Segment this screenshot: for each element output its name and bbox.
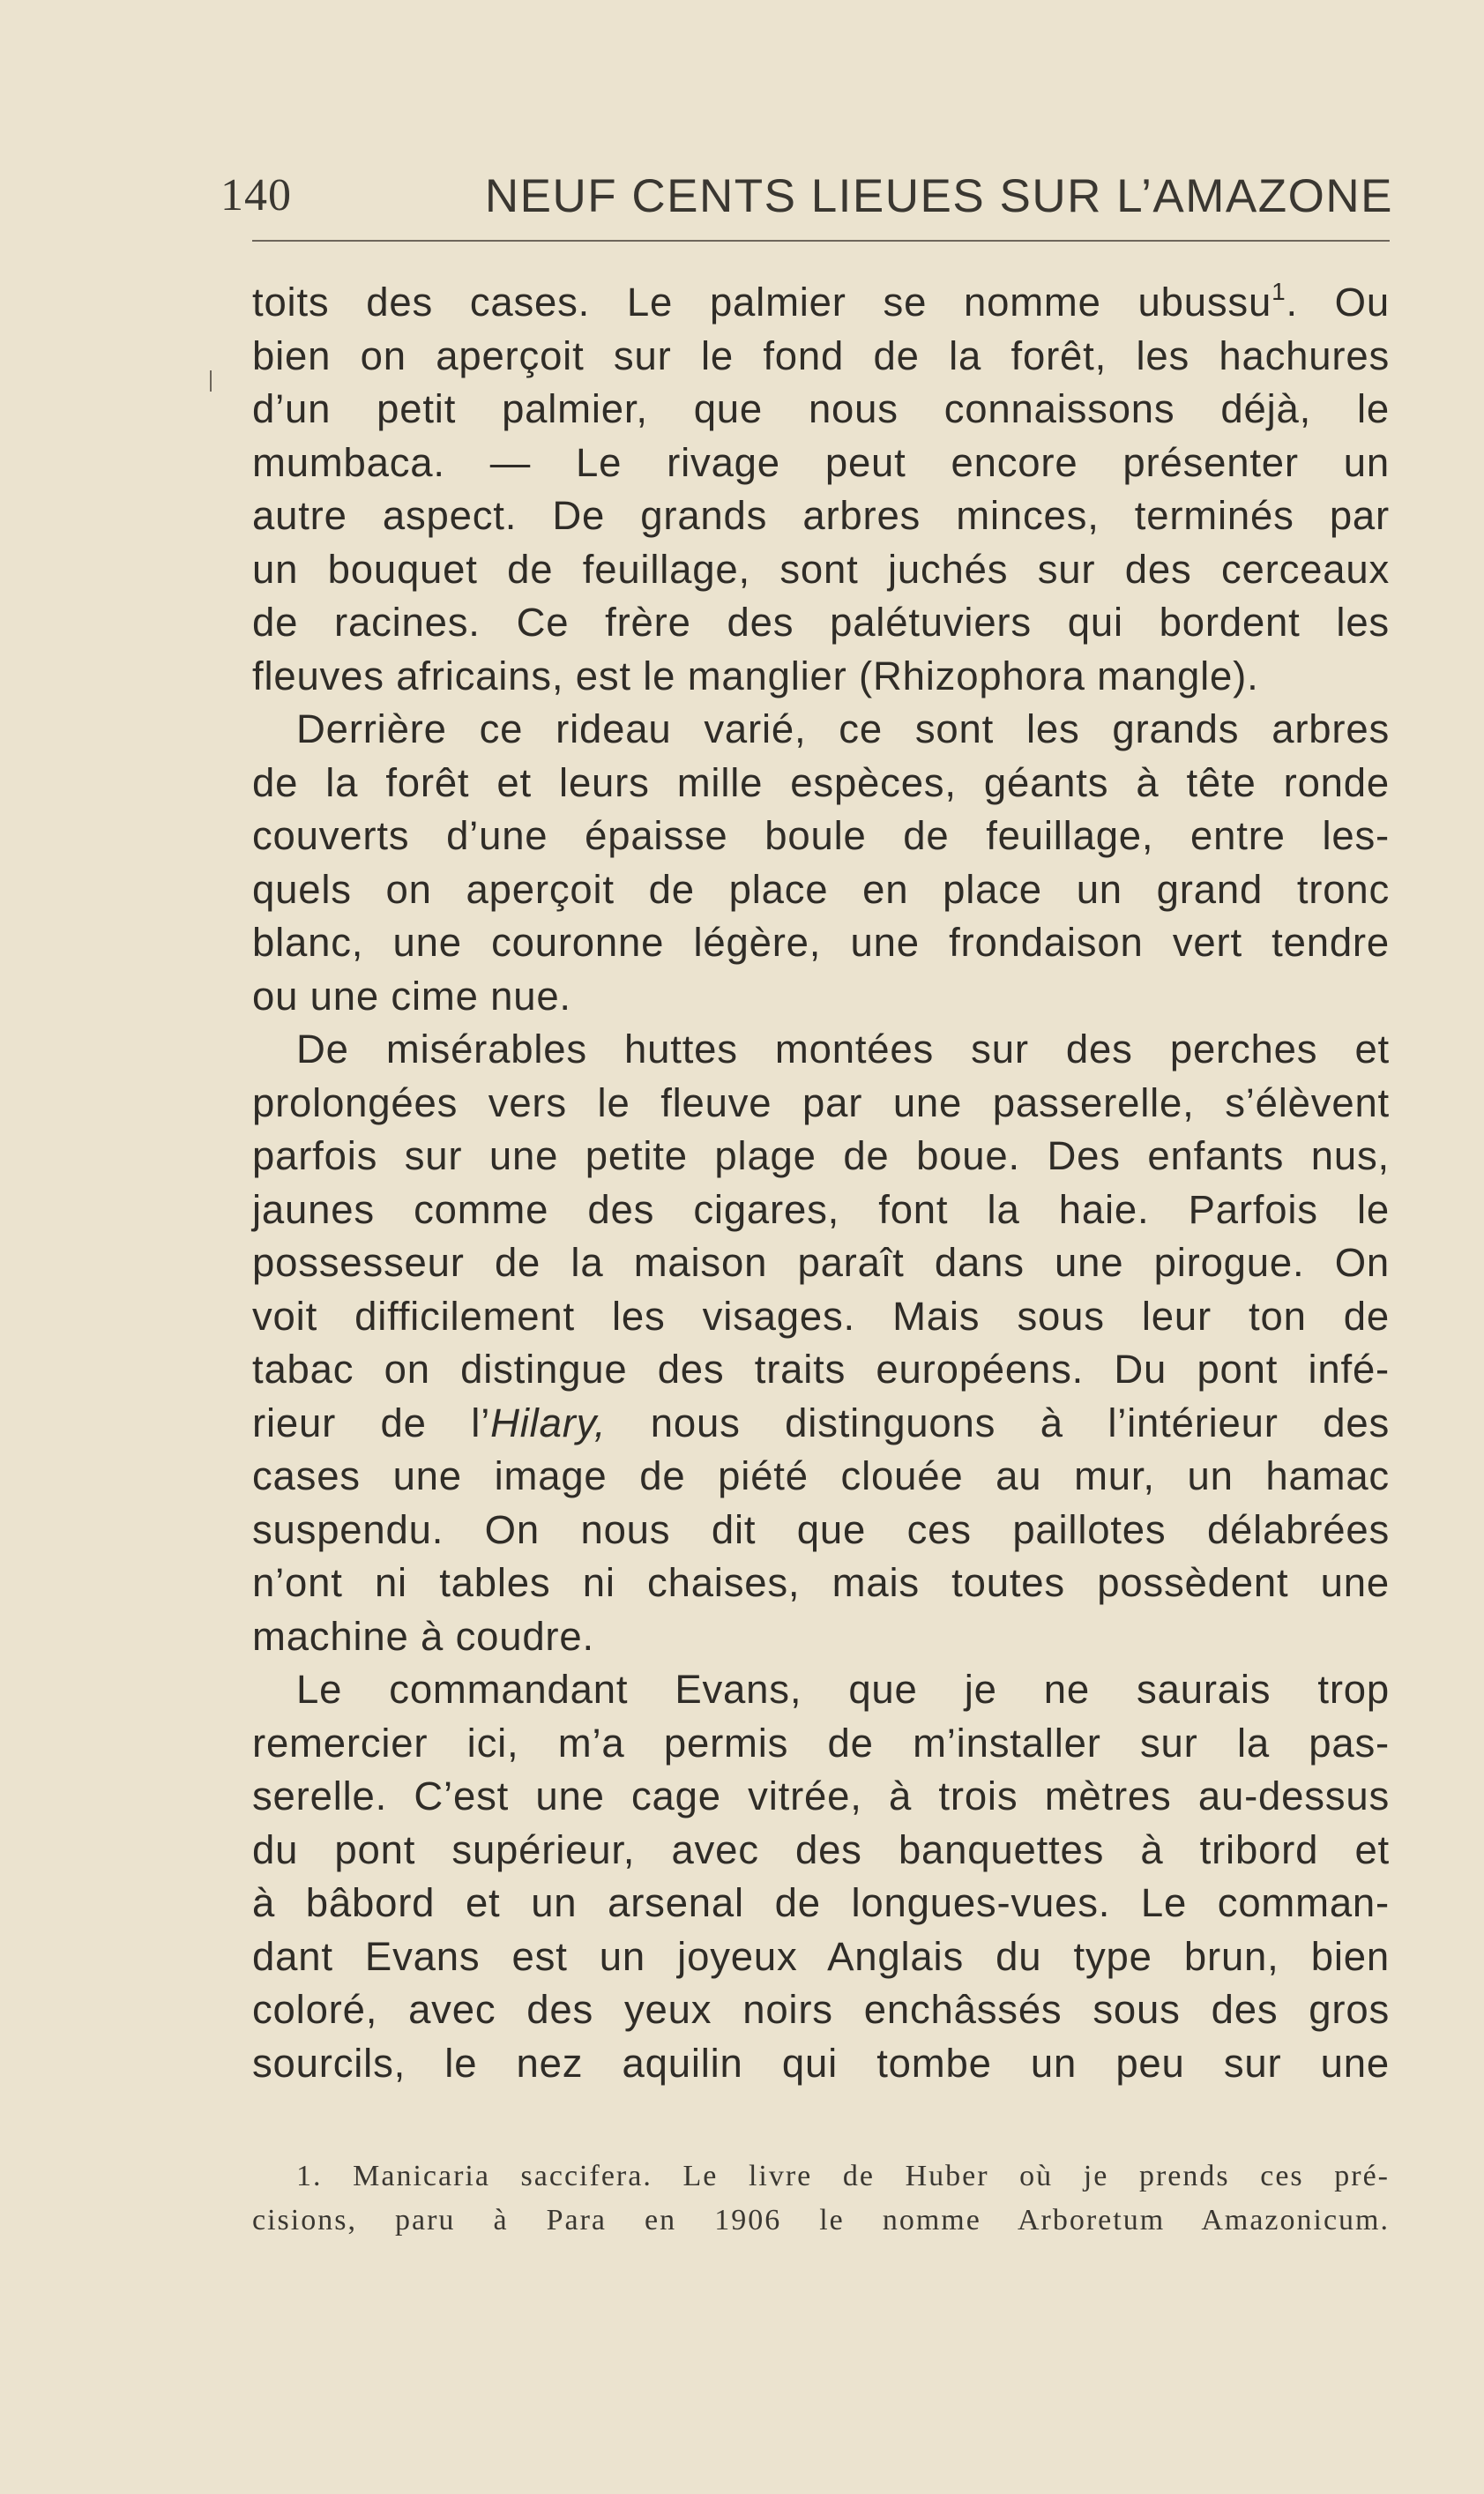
- text-line: mumbaca. — Le rivage peut encore présenter un: [252, 439, 1390, 485]
- margin-mark: [210, 370, 212, 392]
- text-line: coloré, avec des yeux noirs enchâssés sous des gros: [252, 1987, 1390, 2032]
- text-line: toits des cases. Le palmier se nomme ubussu$^1$. Ou: [252, 278, 1390, 325]
- text-line: voit difficilement les visages. Mais sous leur ton de: [252, 1293, 1390, 1339]
- text-line: ou une cime nue.: [252, 973, 571, 1019]
- text-line: Derrière ce rideau varié, ce sont les grands arbres: [296, 706, 1390, 751]
- text-line: couverts d’une épaisse boule de feuillage, entre les-: [252, 813, 1390, 858]
- text-line: machine à coudre.: [252, 1613, 594, 1659]
- body-text: [252, 276, 1390, 2090]
- text-line: de racines. Ce frère des palétuviers qui bordent les: [252, 600, 1390, 645]
- running-title: NEUF CENTS LIEUES SUR L’AMAZONE: [484, 170, 1393, 222]
- text-line: quels on aperçoit de place en place un grand tronc: [252, 866, 1390, 912]
- text-line: sourcils, le nez aquilin qui tombe un peu sur une: [252, 2040, 1390, 2086]
- text-line: cases une image de piété clouée au mur, un hamac: [252, 1453, 1390, 1498]
- text-line: fleuves africains, est le manglier (Rhizophora mangle).: [252, 653, 1259, 698]
- footnote-line: 1. Manicaria saccifera. Le livre de Huber où je prends ces pré-: [296, 2160, 1390, 2192]
- text-line: de la forêt et leurs mille espèces, géants à tête ronde: [252, 759, 1390, 805]
- text-line: blanc, une couronne légère, une frondaison vert tendre: [252, 920, 1390, 965]
- page-number: 140: [220, 170, 292, 220]
- text-line: serelle. C’est une cage vitrée, à trois mètres au-dessus: [252, 1773, 1390, 1818]
- text-line: Le commandant Evans, que je ne saurais trop: [296, 1667, 1390, 1712]
- text-line: tabac on distingue des traits européens. Du pont infé-: [252, 1347, 1390, 1392]
- footnote-line: cisions, paru à Para en 1906 le nomme Arboretum Amazonicum.: [252, 2204, 1390, 2236]
- text-line: remercier ici, m’a permis de m’installer sur la pas-: [252, 1720, 1390, 1766]
- text-line: De misérables huttes montées sur des perches et: [296, 1027, 1390, 1072]
- text-line: à bâbord et un arsenal de longues-vues. Le comman-: [252, 1880, 1390, 1925]
- text-line: n’ont ni tables ni chaises, mais toutes possèdent une: [252, 1560, 1390, 1605]
- text-line: dant Evans est un joyeux Anglais du type brun, bien: [252, 1933, 1390, 1979]
- text-line: un bouquet de feuillage, sont juchés sur des cerceaux: [252, 546, 1390, 592]
- text-line: possesseur de la maison paraît dans une pirogue. On: [252, 1240, 1390, 1285]
- text-line: du pont supérieur, avec des banquettes à tribord et: [252, 1826, 1390, 1872]
- header-rule: [252, 240, 1390, 242]
- text-line: suspendu. On nous dit que ces paillotes délabrées: [252, 1506, 1390, 1552]
- text-line: d’un petit palmier, que nous connaissons déjà, le: [252, 386, 1390, 431]
- ship-name: Hilary,: [490, 1400, 607, 1445]
- text-line: prolongées vers le fleuve par une passerelle, s’élèvent: [252, 1079, 1390, 1125]
- text-line: autre aspect. De grands arbres minces, terminés par: [252, 493, 1390, 538]
- text-line: rieur de l’Hilary, nous distinguons à l’intérieur des: [252, 1400, 1391, 1445]
- text-line: bien on aperçoit sur le fond de la forêt, les hachures: [252, 332, 1390, 378]
- footnote: [252, 2154, 1390, 2243]
- text-line: jaunes comme des cigares, font la haie. Parfois le: [252, 1186, 1390, 1232]
- text-line: parfois sur une petite plage de boue. Des enfants nus,: [252, 1133, 1390, 1178]
- page-header: [220, 169, 1393, 231]
- footnote-ref: 1: [1271, 278, 1286, 305]
